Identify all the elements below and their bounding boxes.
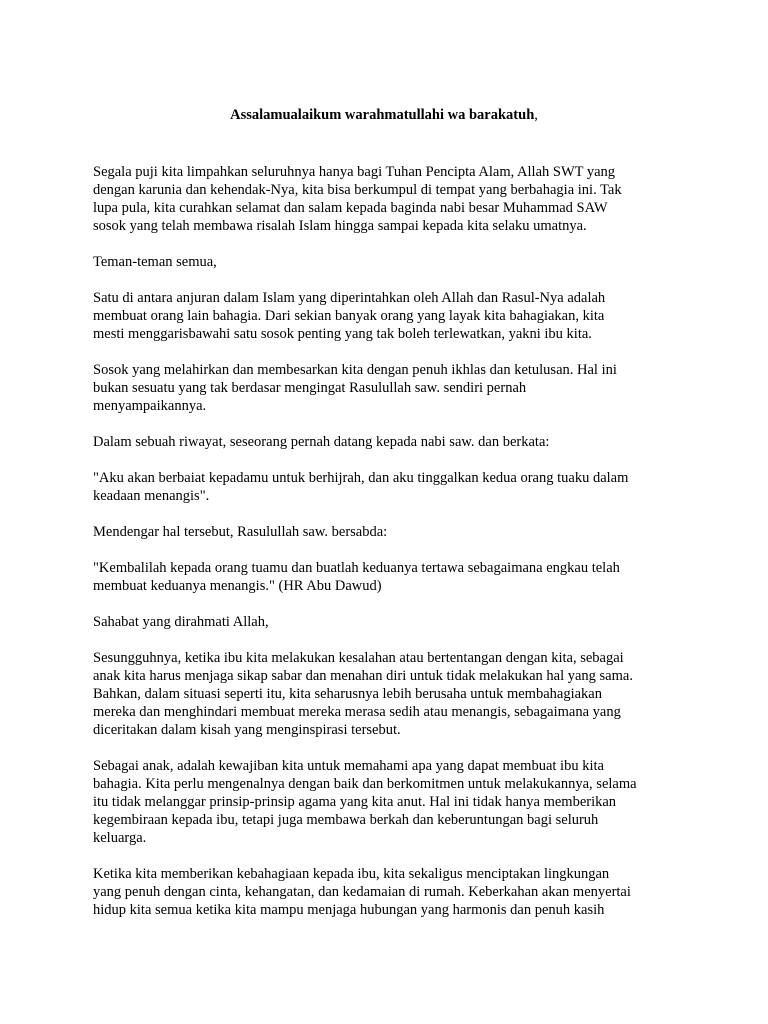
paragraph (93, 649, 703, 739)
paragraph (93, 559, 703, 595)
paragraph (93, 433, 703, 451)
paragraph (93, 757, 703, 847)
greeting-heading: Assalamualaikum warahmatullahi wa barakatuh (230, 107, 535, 123)
text-line: yang penuh dengan cinta, kehangatan, dan kedamaian di rumah. Keberkahan akan menyertai (93, 884, 631, 900)
text-line: Sesungguhnya, ketika ibu kita melakukan kesalahan atau bertentangan dengan kita, sebagai (93, 650, 624, 666)
text-line: hidup kita semua ketika kita mampu menjaga hubungan yang harmonis dan penuh kasih (93, 902, 605, 918)
text-line: bahagia. Kita perlu mengenalnya dengan baik dan berkomitmen untuk melakukannya, selama (93, 776, 637, 792)
text-line: Mendengar hal tersebut, Rasulullah saw. bersabda: (93, 524, 388, 540)
text-line: Dalam sebuah riwayat, seseorang pernah datang kepada nabi saw. dan berkata: (93, 434, 550, 450)
text-line: Sebagai anak, adalah kewajiban kita untuk memahami apa yang dapat membuat ibu kita (93, 758, 604, 774)
text-line: Ketika kita memberikan kebahagiaan kepada ibu, kita sekaligus menciptakan lingkungan (93, 866, 610, 882)
text-line: mesti menggarisbawahi satu sosok penting yang tak boleh terlewatkan, yakni ibu kita. (93, 326, 592, 342)
text-line: Sosok yang melahirkan dan membesarkan kita dengan penuh ikhlas dan ketulusan. Hal ini (93, 362, 617, 378)
text-line: dengan karunia dan kehendak-Nya, kita bisa berkumpul di tempat yang berbahagia ini. Tak (93, 182, 622, 198)
text-line: "Aku akan berbaiat kepadamu untuk berhijrah, dan aku tinggalkan kedua orang tuaku dalam (93, 470, 629, 486)
text-line: keluarga. (93, 830, 147, 846)
text-line: Sahabat yang dirahmati Allah, (93, 614, 269, 630)
text-line: anak kita harus menjaga sikap sabar dan menahan diri untuk tidak melakukan hal yang sama. (93, 668, 633, 684)
paragraph (93, 865, 703, 919)
text-line: itu tidak melanggar prinsip-prinsip agama yang kita anut. Hal ini tidak hanya memberikan (93, 794, 617, 810)
text-line: lupa pula, kita curahkan selamat dan salam kepada baginda nabi besar Muhammad SAW (93, 200, 608, 216)
text-line: mereka dan menghindari membuat mereka merasa sedih atau menangis, sebagaimana yang (93, 704, 621, 720)
text-line: bukan sesuatu yang tak berdasar mengingat Rasulullah saw. sendiri pernah (93, 380, 527, 396)
text-line: Bahkan, dalam situasi seperti itu, kita seharusnya lebih berusaha untuk membahagiakan (93, 686, 602, 702)
document-body (93, 163, 703, 937)
text-line: kegembiraan kepada ibu, tetapi juga membawa berkah dan keberuntungan bagi seluruh (93, 812, 599, 828)
text-line: membuat orang lain bahagia. Dari sekian banyak orang yang layak kita bahagiakan, kita (93, 308, 605, 324)
paragraph (93, 523, 703, 541)
text-line: Segala puji kita limpahkan seluruhnya hanya bagi Tuhan Pencipta Alam, Allah SWT yang (93, 164, 616, 180)
greeting-comma: , (534, 107, 538, 123)
text-line: sosok yang telah membawa risalah Islam hingga sampai kepada kita selaku umatnya. (93, 218, 587, 234)
text-line: membuat keduanya menangis." (HR Abu Dawud) (93, 578, 382, 594)
paragraph (93, 289, 703, 343)
text-line: diceritakan dalam kisah yang menginspirasi tersebut. (93, 722, 401, 738)
paragraph (93, 253, 703, 271)
text-line: "Kembalilah kepada orang tuamu dan buatlah keduanya tertawa sebagaimana engkau telah (93, 560, 620, 576)
paragraph (93, 361, 703, 415)
paragraph (93, 469, 703, 505)
text-line: Satu di antara anjuran dalam Islam yang diperintahkan oleh Allah dan Rasul-Nya adalah (93, 290, 606, 306)
text-line: keadaan menangis". (93, 488, 210, 504)
text-line: Teman-teman semua, (93, 254, 217, 270)
paragraph (93, 613, 703, 631)
paragraph (93, 163, 703, 235)
text-line: menyampaikannya. (93, 398, 207, 414)
document-title (0, 106, 768, 124)
